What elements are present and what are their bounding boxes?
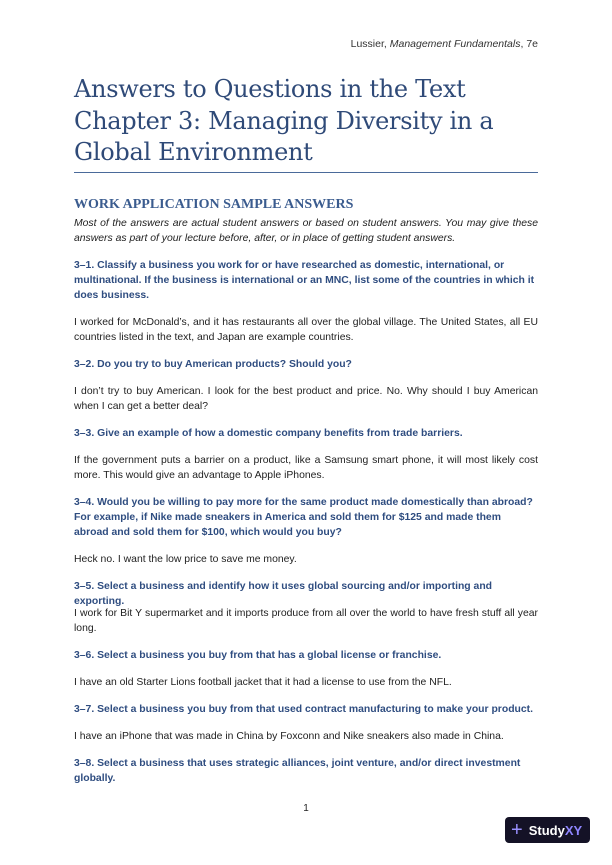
running-header bbox=[351, 38, 538, 50]
answer-7: I have an iPhone that was made in China by Foxconn and Nike sneakers also made in China. bbox=[74, 731, 504, 742]
answer-3: If the government puts a barrier on a product, like a Samsung smart phone, it will most likely cost more. This would give an advantage to Apple iPhones. bbox=[74, 455, 538, 481]
answer-4: Heck no. I want the low price to save me money. bbox=[74, 554, 297, 565]
answer-5: I work for Bit Y supermarket and it imports produce from all over the world to have fresh stuff all year long. bbox=[74, 608, 538, 634]
title-divider bbox=[74, 172, 538, 173]
section-heading: WORK APPLICATION SAMPLE ANSWERS bbox=[74, 197, 354, 212]
header-author: Lussier, bbox=[350, 38, 390, 50]
question-2: 3–2. Do you try to buy American products? Should you? bbox=[74, 359, 352, 370]
answer-6: I have an old Starter Lions football jacket that it had a license to use from the NFL. bbox=[74, 677, 452, 688]
badge-text-study: Study bbox=[528, 822, 565, 838]
plus-icon: + bbox=[511, 819, 523, 841]
question-3: 3–3. Give an example of how a domestic company benefits from trade barriers. bbox=[74, 428, 463, 439]
header-book: Management Fundamentals bbox=[389, 38, 521, 50]
studyxy-badge[interactable] bbox=[505, 817, 590, 843]
badge-text-xy: XY bbox=[564, 822, 583, 838]
intro-text: Most of the answers are actual student answers or based on student answers. You may give these answers as part of your lecture before, after, or in place of getting student answers. bbox=[74, 218, 538, 244]
question-7: 3–7. Select a business you buy from that used contract manufacturing to make your product. bbox=[74, 704, 534, 715]
question-4: 3–4. Would you be willing to pay more for the same product made domestically than abroad? For example, if Nike made sneakers in America and sold them for $125 and made them abroad and sold them for $100, which would you buy? bbox=[74, 497, 533, 538]
question-8: 3–8. Select a business that uses strategic alliances, joint venture, and/or direct investment globally. bbox=[74, 758, 521, 784]
header-edition: , 7e bbox=[520, 38, 538, 50]
question-6: 3–6. Select a business you buy from that has a global license or franchise. bbox=[74, 650, 442, 661]
question-1: 3–1. Classify a business you work for or have researched as domestic, international, or multinational. If the business is international or an MNC, list some of the countries in which it does business. bbox=[74, 260, 535, 301]
question-5: 3–5. Select a business and identify how it uses global sourcing and/or importing and exporting. bbox=[74, 581, 493, 607]
answer-1: I worked for McDonald’s, and it has restaurants all over the global village. The United States, all EU countries listed in the text, and Japan are example countries. bbox=[74, 317, 538, 343]
answer-2: I don’t try to buy American. I look for the best product and price. No. Why should I buy American when I can get a better deal? bbox=[74, 386, 538, 412]
page-number: 1 bbox=[303, 803, 309, 814]
badge-text bbox=[529, 823, 582, 838]
page-title: Answers to Questions in the Text Chapter 3: Managing Diversity in a Global Environment bbox=[74, 75, 494, 166]
